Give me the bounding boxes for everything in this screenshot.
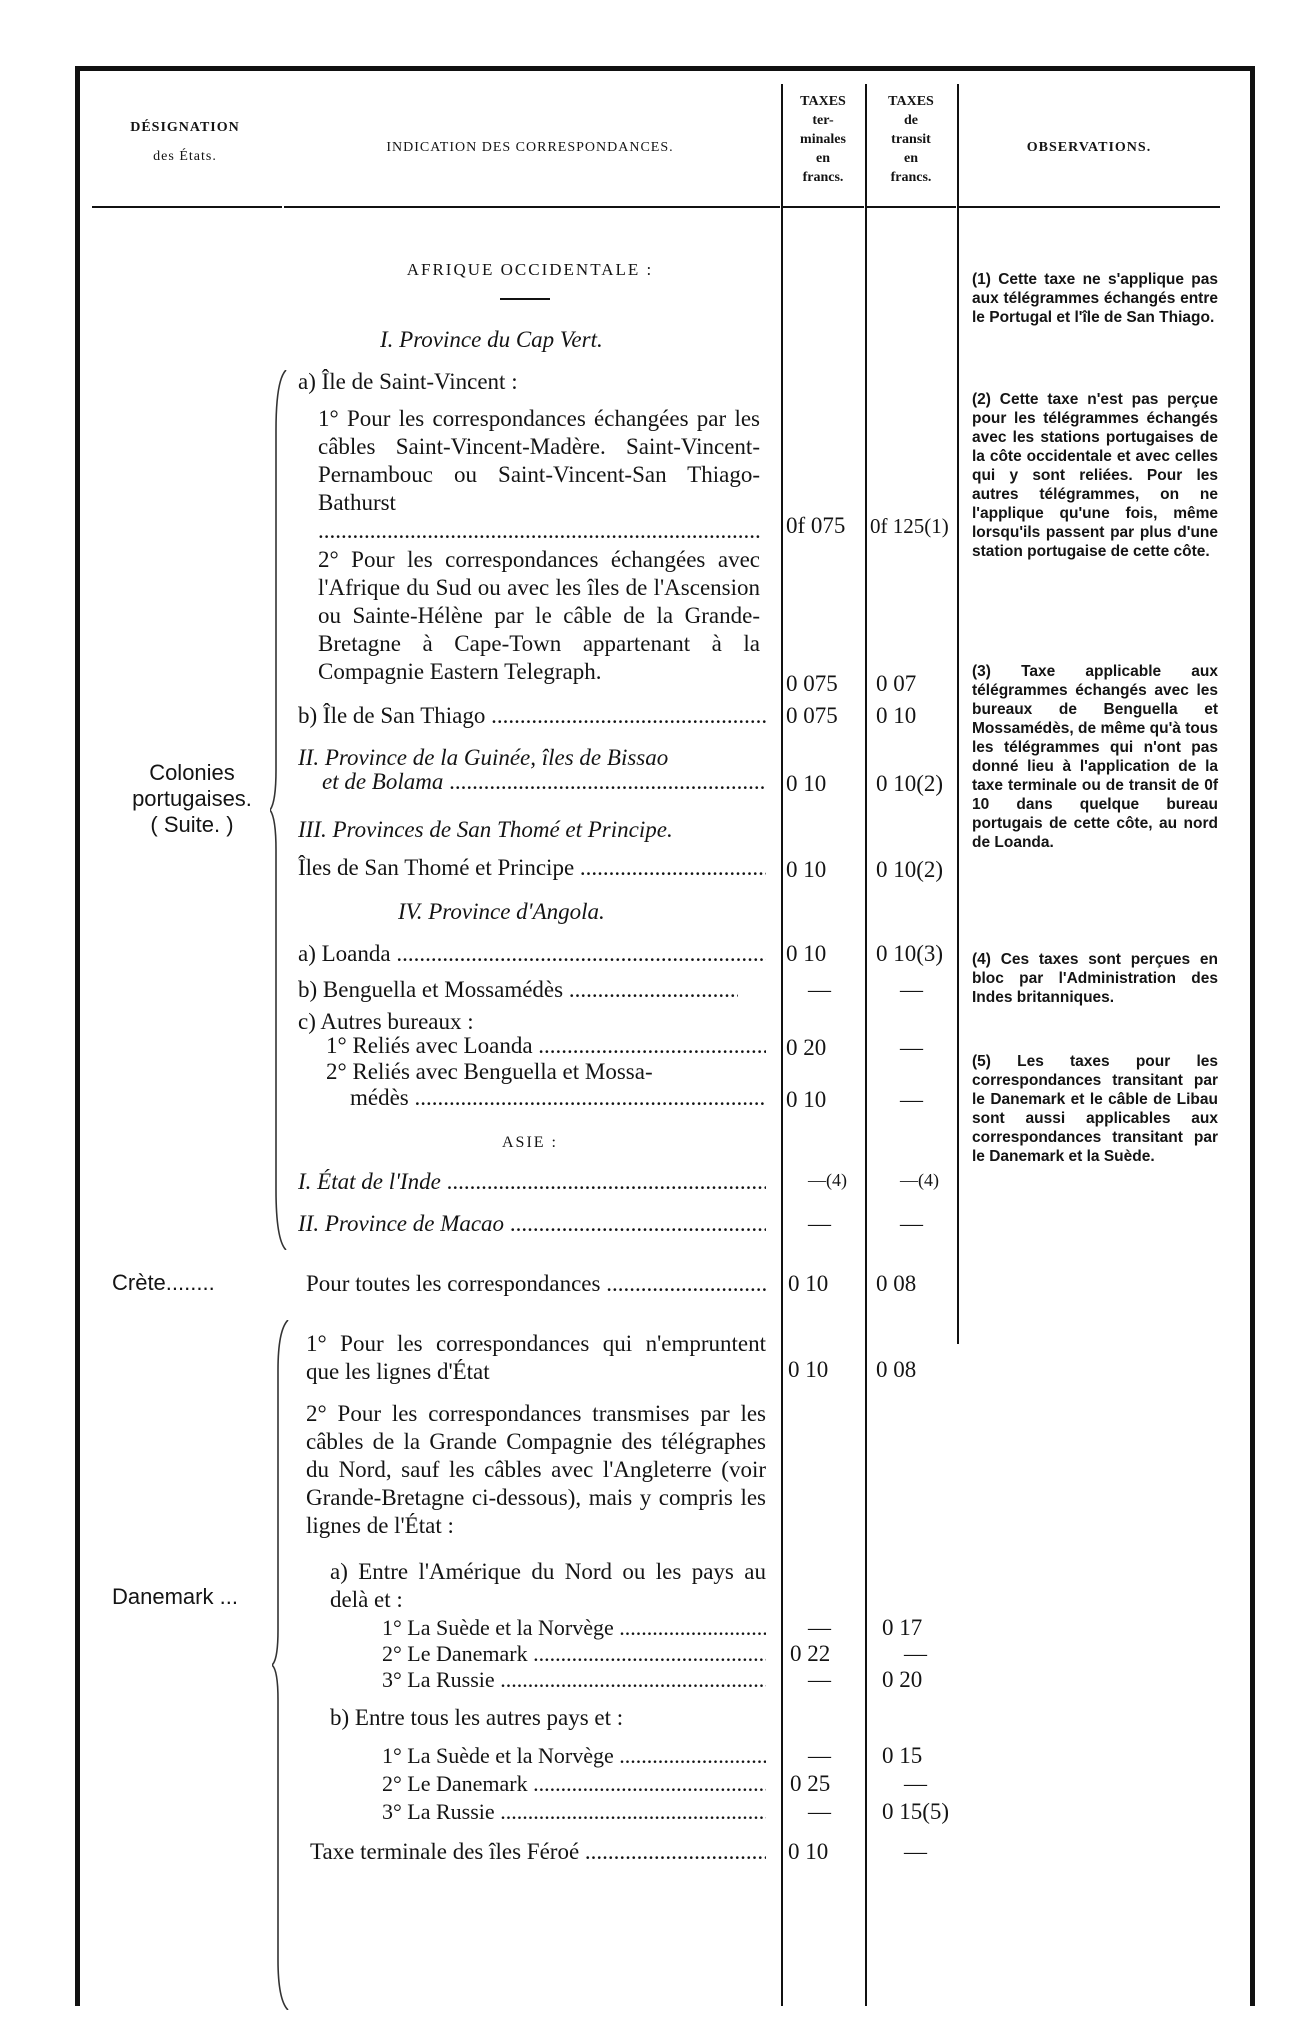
leader-dots — [318, 518, 760, 543]
value-transit: 0f 125(1) — [870, 514, 949, 538]
observation-note: (2) Cette taxe n'est pas perçue pour les télégrammes échangés avec les stations portugaises de la côte occidentale et avec celles qui y sont reliées. Pour les autres télégrammes, on ne l'applique qu'une fois, même lorsqu'ils passent par plus d'une station portugaise de cette côte. — [972, 391, 1218, 560]
entry-danemark-b2 — [382, 1770, 766, 1798]
value-terminales: — — [808, 977, 831, 1002]
section-afrique: AFRIQUE OCCIDENTALE : — [406, 260, 654, 279]
entry-loanda — [298, 940, 766, 968]
leader-dots — [495, 1667, 766, 1692]
entry-danemark-1 — [306, 1330, 766, 1386]
value-terminales: — — [808, 1743, 831, 1768]
value-terminales: 0 10 — [788, 1839, 829, 1864]
leader-dots — [409, 1085, 766, 1110]
value-terminales: — — [808, 1211, 831, 1236]
header-taxes-terminales — [782, 92, 864, 187]
leader-dots — [533, 1033, 766, 1058]
entry-text: a) Loanda — [298, 941, 391, 966]
entry-text: 2° Le Danemark — [382, 1641, 528, 1666]
state-line: ( Suite. ) — [150, 812, 234, 837]
state-line: portugaises. — [132, 786, 252, 811]
value-transit: — — [904, 1839, 927, 1864]
entry-danemark-b3 — [382, 1798, 766, 1826]
entry-autres-bureaux: c) Autres bureaux : — [298, 1009, 474, 1034]
leader-dots — [391, 941, 766, 966]
observation-note: (1) Cette taxe ne s'applique pas aux télégrammes échangés entre le Portugal et l'île de San Thiago. — [972, 271, 1218, 326]
header-bottom-rule — [958, 206, 1220, 208]
state-crete: Crète........ — [112, 1270, 215, 1295]
entry-benguella — [298, 976, 738, 1004]
value-terminales: — — [808, 1799, 831, 1824]
state-danemark: Danemark ... — [112, 1584, 238, 1609]
value-terminales: 0 10 — [786, 1087, 827, 1112]
entry-text: médès — [350, 1085, 409, 1110]
value-terminales: 0 075 — [786, 703, 838, 728]
value-terminales: 0 10 — [788, 1357, 829, 1382]
value-transit: — — [900, 1211, 923, 1236]
header-indication: INDICATION DES CORRESPONDANCES. — [386, 140, 674, 155]
entry-relies-loanda — [326, 1032, 766, 1060]
entry-danemark-2: 2° Pour les correspondances transmises par les câbles de la Grande Compagnie des télégraphes du Nord, sauf les câbles avec l'Angleterre (voir Grande-Bretagne ci-dessous), mais y compris les lignes de l'État : — [306, 1401, 766, 1538]
value-transit: 0 10 — [876, 703, 917, 728]
header-bottom-rule — [92, 206, 282, 208]
header-bottom-rule — [866, 206, 956, 208]
leader-dots — [600, 1271, 768, 1296]
entry-text: 3° La Russie — [382, 1667, 495, 1692]
value-terminales: —(4) — [808, 1170, 847, 1190]
header-line: TAXES — [888, 94, 934, 109]
entry-text: 1° Pour les correspondances qui n'empruntent que les lignes d'État — [306, 1331, 766, 1384]
value-transit: — — [900, 1035, 923, 1060]
brace-danemark — [272, 1320, 292, 2010]
value-transit: 0 15 — [882, 1743, 923, 1768]
entry-text: 1° Pour les correspondances échangées par les câbles Saint-Vincent-Madère. Saint-Vincent-Pernambouc ou Saint-Vincent-San Thiago-Bathurst — [318, 406, 760, 515]
entry-text: 1° Reliés avec Loanda — [326, 1033, 533, 1058]
leader-dots — [614, 1743, 766, 1768]
observation-note: (4) Ces taxes sont perçues en bloc par l'Administration des Indes britanniques. — [972, 951, 1218, 1006]
entry-text: 1° La Suède et la Norvège — [382, 1743, 614, 1768]
section-rule — [500, 298, 550, 300]
entry-saint-vincent: a) Île de Saint-Vincent : — [298, 369, 518, 394]
header-designation-line: des États. — [153, 149, 217, 164]
value-transit: — — [904, 1771, 927, 1796]
value-terminales: — — [808, 1615, 831, 1640]
column-rule-transit — [865, 84, 867, 2006]
header-designation-line: DÉSIGNATION — [130, 120, 240, 135]
leader-dots — [614, 1615, 766, 1640]
header-line: en — [816, 151, 830, 166]
header-line: en — [904, 151, 918, 166]
entry-text: II. Province de Macao — [298, 1211, 505, 1236]
header-line: minales — [800, 132, 846, 147]
value-terminales: 0 22 — [790, 1641, 831, 1666]
entry-macao — [298, 1210, 766, 1238]
entry-danemark-b: b) Entre tous les autres pays et : — [330, 1705, 624, 1730]
entry-angola-title: IV. Province d'Angola. — [398, 899, 605, 924]
leader-dots — [504, 1211, 766, 1236]
leader-dots — [528, 1641, 766, 1666]
header-bottom-rule — [782, 206, 864, 208]
entry-text: b) Benguella et Mossamédès — [298, 977, 564, 1002]
brace-colonies — [270, 370, 290, 1250]
value-transit: 0 10(3) — [876, 941, 944, 966]
header-line: ter- — [812, 113, 834, 128]
header-designation — [100, 118, 270, 166]
header-line: transit — [891, 132, 931, 147]
header-line: de — [904, 113, 918, 128]
value-transit: 0 07 — [876, 671, 917, 696]
value-transit: 0 10(2) — [876, 771, 944, 796]
entry-text: et de Bolama — [322, 769, 444, 794]
entry-san-thome — [298, 854, 766, 882]
state-colonies-portugaises — [112, 760, 272, 838]
header-line: TAXES — [800, 94, 846, 109]
value-transit: 0 08 — [876, 1271, 917, 1296]
value-terminales: 0 10 — [788, 1271, 829, 1296]
entry-guinee-cont — [322, 768, 766, 796]
entry-text: 2° Le Danemark — [382, 1771, 528, 1796]
value-terminales: 0 25 — [790, 1771, 831, 1796]
entry-saint-vincent-1 — [318, 405, 760, 545]
entry-text: 1° La Suède et la Norvège — [382, 1615, 614, 1640]
table-left-rule — [75, 66, 80, 2006]
column-rule-terminales — [781, 84, 783, 2006]
leader-dots — [579, 1839, 766, 1864]
entry-province-cap-vert: I. Province du Cap Vert. — [380, 327, 603, 352]
entry-danemark-a: a) Entre l'Amérique du Nord ou les pays au delà et : — [330, 1559, 766, 1612]
value-terminales: 0 10 — [786, 857, 827, 882]
entry-text: Îles de San Thomé et Principe — [298, 855, 575, 880]
leader-dots — [574, 855, 766, 880]
value-terminales: 0f 075 — [786, 513, 846, 538]
value-transit: 0 20 — [882, 1667, 923, 1692]
value-transit: —(4) — [900, 1170, 939, 1190]
leader-dots — [441, 1169, 766, 1194]
entry-text: I. État de l'Inde — [298, 1169, 441, 1194]
column-rule-observations — [957, 84, 959, 1344]
value-terminales: 0 20 — [786, 1035, 827, 1060]
value-terminales: 0 10 — [786, 771, 827, 796]
header-bottom-rule — [284, 206, 780, 208]
leader-dots — [485, 703, 766, 728]
entry-danemark-a1 — [382, 1614, 766, 1642]
entry-crete — [306, 1270, 768, 1298]
entry-guinee: II. Province de la Guinée, îles de Bissao — [298, 745, 669, 770]
section-asie: ASIE : — [502, 1134, 558, 1151]
state-line: Colonies — [149, 760, 235, 785]
entry-text: Taxe terminale des îles Féroé — [310, 1839, 580, 1864]
leader-dots — [563, 977, 738, 1002]
table-top-rule — [75, 66, 1255, 71]
entry-saint-vincent-2: 2° Pour les correspondances échangées avec l'Afrique du Sud ou avec les îles de l'Ascension ou Sainte-Hélène par le câble de la Grande-Bretagne à Cape-Town appartenant à la Compagnie Eastern Telegraph. — [318, 547, 760, 684]
entry-san-thiago — [298, 702, 766, 730]
entry-text: 3° La Russie — [382, 1799, 495, 1824]
observation-note: (5) Les taxes pour les correspondances transitant par le Danemark et le câble de Libau sont aussi applicables aux correspondances transitant par le Danemark et la Suède. — [972, 1053, 1218, 1165]
header-taxes-transit — [866, 92, 956, 187]
entry-text: Pour toutes les correspondances — [306, 1271, 601, 1296]
entry-san-thome-title: III. Provinces de San Thomé et Principe. — [298, 817, 673, 842]
value-terminales: 0 10 — [786, 941, 827, 966]
table-right-rule — [1250, 66, 1255, 2006]
value-transit: — — [904, 1641, 927, 1666]
entry-etat-inde — [298, 1168, 766, 1196]
entry-relies-benguella: 2° Reliés avec Benguella et Mossa- — [326, 1059, 653, 1084]
observation-note: (3) Taxe applicable aux télégrammes échangés avec les bureaux de Benguella et Mossamédès, de même qu'à tous les télégrammes qui n'ont pas donné lieu à l'application de la taxe terminale ou de transit de 0f 10 dans quelque bureau portugais de cette côte, au nord de Loanda. — [972, 663, 1218, 851]
leader-dots — [443, 769, 766, 794]
leader-dots — [528, 1771, 766, 1796]
value-terminales: — — [808, 1667, 831, 1692]
entry-feroe — [310, 1838, 766, 1866]
value-terminales: 0 075 — [786, 671, 838, 696]
header-line: francs. — [890, 170, 932, 185]
value-transit: — — [900, 1087, 923, 1112]
value-transit: 0 10(2) — [876, 857, 944, 882]
value-transit: 0 17 — [882, 1615, 923, 1640]
header-observations: OBSERVATIONS. — [1026, 140, 1152, 155]
value-transit: 0 15(5) — [882, 1799, 950, 1824]
entry-relies-benguella-cont — [350, 1084, 766, 1112]
leader-dots — [495, 1799, 766, 1824]
header-line: francs. — [802, 170, 844, 185]
value-transit: — — [900, 977, 923, 1002]
entry-danemark-a2 — [382, 1640, 766, 1668]
entry-danemark-a3 — [382, 1666, 766, 1694]
entry-danemark-b1 — [382, 1742, 766, 1770]
entry-text: b) Île de San Thiago — [298, 703, 486, 728]
value-transit: 0 08 — [876, 1357, 917, 1382]
